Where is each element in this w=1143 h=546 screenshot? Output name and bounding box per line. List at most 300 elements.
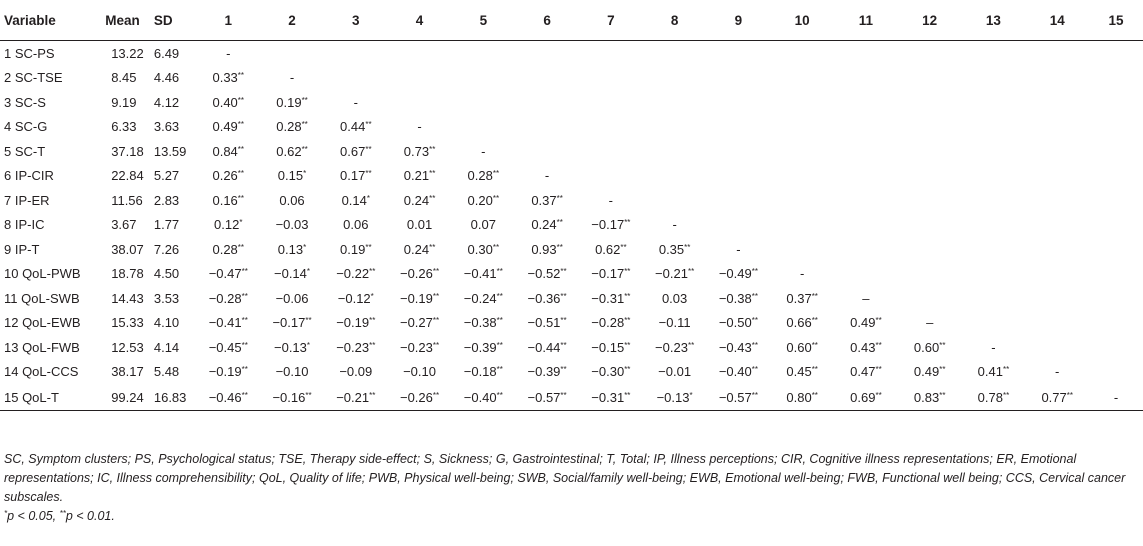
sd-cell: 4.10 xyxy=(153,315,180,331)
correlation-cell xyxy=(770,139,834,164)
correlation-cell xyxy=(643,41,707,66)
table-notes xyxy=(4,450,1134,526)
significance-marker: ** xyxy=(432,267,440,277)
correlation-cell xyxy=(707,115,771,140)
significance-marker: ** xyxy=(624,365,631,375)
correlation-cell xyxy=(898,90,962,115)
correlation-cell xyxy=(579,90,643,115)
correlation-cell xyxy=(1025,90,1089,115)
correlation-cell: 0.45** xyxy=(786,364,818,380)
correlation-cell xyxy=(451,41,515,66)
table-row xyxy=(0,188,1143,213)
mean-cell: 12.53 xyxy=(111,339,144,355)
significance-marker: * xyxy=(303,169,307,179)
correlation-cell: 0.66** xyxy=(786,315,818,331)
significance-marker: ** xyxy=(624,267,631,277)
correlation-cell xyxy=(1089,164,1143,189)
significance-marker: ** xyxy=(241,316,248,326)
correlation-cell xyxy=(1089,90,1143,115)
correlation-cell: −0.41** xyxy=(463,266,503,282)
correlation-cell: 0.83** xyxy=(898,384,962,411)
correlation-cell: 0.60** xyxy=(786,339,818,355)
correlation-cell: −0.17** xyxy=(272,315,312,331)
correlation-cell xyxy=(770,90,834,115)
correlation-cell: 0.13* xyxy=(277,241,307,257)
column-header: 13 xyxy=(962,0,1026,41)
correlation-cell xyxy=(451,115,515,140)
correlation-cell: −0.13* xyxy=(274,339,311,355)
correlation-cell: −0.38** xyxy=(463,315,503,331)
variable-cell: 10 QoL-PWB xyxy=(4,266,81,282)
mean-cell: 3.67 xyxy=(111,217,137,233)
correlation-cell xyxy=(515,139,579,164)
significance-marker: ** xyxy=(560,316,567,326)
significance-marker: ** xyxy=(365,242,372,252)
correlation-cell: 0.24** xyxy=(403,192,436,208)
significance-marker: ** xyxy=(237,242,245,252)
table-row xyxy=(0,41,1143,66)
correlation-cell xyxy=(834,139,898,164)
significance-marker: ** xyxy=(237,95,245,105)
correlation-cell xyxy=(1025,311,1089,336)
correlation-cell xyxy=(962,90,1026,115)
correlation-cell: −0.28** xyxy=(591,315,631,331)
correlation-cell: −0.36** xyxy=(527,290,567,306)
correlation-cell: −0.01 xyxy=(658,364,692,380)
significance-marker: ** xyxy=(496,390,503,400)
correlation-cell: −0.40** xyxy=(718,364,758,380)
column-header: 7 xyxy=(579,0,643,41)
variable-cell: 7 IP-ER xyxy=(4,192,50,208)
table-row xyxy=(0,90,1143,115)
table-row xyxy=(0,115,1143,140)
correlation-cell xyxy=(388,66,452,91)
column-header: 5 xyxy=(451,0,515,41)
significance-marker: ** xyxy=(301,95,308,105)
significance-marker: * xyxy=(306,340,311,350)
significance-marker: ** xyxy=(237,193,245,203)
correlation-cell xyxy=(1089,360,1143,385)
significance-marker: * xyxy=(306,267,311,277)
correlation-cell: 0.41** xyxy=(977,364,1010,380)
significance-marker: * xyxy=(366,193,370,203)
significance-marker: ** xyxy=(432,340,440,350)
correlation-cell xyxy=(1025,335,1089,360)
significance-marker: ** xyxy=(432,316,440,326)
correlation-cell: - xyxy=(672,217,677,233)
correlation-cell xyxy=(707,213,771,238)
correlation-cell: 0.17** xyxy=(340,168,372,184)
correlation-cell: −0.06 xyxy=(275,290,309,306)
correlation-cell: 0.28** xyxy=(276,119,308,135)
sd-cell: 4.46 xyxy=(153,70,180,86)
significance-marker: ** xyxy=(751,291,758,301)
significance-marker: ** xyxy=(751,340,758,350)
significance-marker: ** xyxy=(560,390,567,400)
correlation-cell xyxy=(451,66,515,91)
correlation-cell xyxy=(643,66,707,91)
significance-marker: ** xyxy=(496,340,503,350)
sd-cell: 4.50 xyxy=(153,266,180,282)
significance-note xyxy=(4,507,1134,526)
significance-marker: ** xyxy=(875,316,882,326)
significance-marker: ** xyxy=(560,267,567,277)
correlation-cell xyxy=(579,139,643,164)
correlation-cell: −0.24** xyxy=(463,290,503,306)
sd-cell: 13.59 xyxy=(153,143,187,159)
correlation-cell: 0.35** xyxy=(658,241,691,257)
correlation-cell xyxy=(515,41,579,66)
correlation-cell: −0.45** xyxy=(208,339,248,355)
table-row xyxy=(0,66,1143,91)
significance-marker: ** xyxy=(429,169,436,179)
significance-marker: ** xyxy=(496,316,503,326)
correlation-cell xyxy=(834,90,898,115)
significance-marker: ** xyxy=(811,316,818,326)
correlation-cell: 0.28** xyxy=(212,241,245,257)
sd-cell: 5.27 xyxy=(153,168,180,184)
correlation-cell: 0.47** xyxy=(850,364,882,380)
correlation-cell: – xyxy=(862,290,870,306)
correlation-cell xyxy=(1025,139,1089,164)
sig-text-one: p < 0.05, xyxy=(7,509,60,523)
mean-cell: 14.43 xyxy=(111,290,144,306)
correlation-cell: −0.21** xyxy=(324,384,388,411)
correlation-cell: 0.60** xyxy=(913,339,946,355)
correlation-cell: −0.22** xyxy=(336,266,376,282)
correlation-cell xyxy=(1025,164,1089,189)
correlation-cell: −0.17** xyxy=(591,266,631,282)
correlation-cell xyxy=(834,213,898,238)
correlation-cell xyxy=(834,188,898,213)
variable-cell: 6 IP-CIR xyxy=(4,168,54,184)
correlation-cell: – xyxy=(926,315,934,331)
correlation-cell: 0.49** xyxy=(212,119,245,135)
mean-cell: 13.22 xyxy=(111,45,144,61)
significance-marker: ** xyxy=(687,267,695,277)
column-header: Variable xyxy=(0,0,99,41)
correlation-cell: −0.23** xyxy=(336,339,376,355)
correlation-cell xyxy=(962,115,1026,140)
significance-marker: ** xyxy=(811,390,818,400)
correlation-cell xyxy=(834,66,898,91)
variable-cell: 14 QoL-CCS xyxy=(4,364,79,380)
significance-marker: ** xyxy=(811,291,818,301)
correlation-cell: 0.06 xyxy=(343,217,369,233)
correlation-cell xyxy=(643,115,707,140)
correlation-cell xyxy=(770,66,834,91)
correlation-cell: 0.24** xyxy=(531,217,563,233)
variable-cell: 1 SC-PS xyxy=(4,45,55,61)
correlation-cell xyxy=(770,41,834,66)
significance-marker: ** xyxy=(1002,390,1010,400)
column-header: Mean xyxy=(99,0,154,41)
correlation-cell: −0.26** xyxy=(388,384,452,411)
correlation-cell xyxy=(707,41,771,66)
correlation-cell: −0.47** xyxy=(208,266,248,282)
correlation-cell: −0.57** xyxy=(707,384,771,411)
correlation-cell xyxy=(898,139,962,164)
table-row xyxy=(0,311,1143,336)
correlation-cell xyxy=(1025,66,1089,91)
correlation-cell: 0.07 xyxy=(470,217,496,233)
mean-cell: 8.45 xyxy=(111,70,137,86)
correlation-cell xyxy=(770,164,834,189)
correlation-cell: −0.39** xyxy=(463,339,503,355)
correlation-cell xyxy=(770,213,834,238)
table-row xyxy=(0,262,1143,287)
correlation-cell xyxy=(962,139,1026,164)
significance-marker: ** xyxy=(811,365,818,375)
correlation-cell: −0.31** xyxy=(591,290,631,306)
significance-marker: * xyxy=(303,242,307,252)
correlation-cell xyxy=(579,41,643,66)
sd-cell: 2.83 xyxy=(153,192,180,208)
correlation-cell xyxy=(643,188,707,213)
correlation-cell: 0.15* xyxy=(277,168,307,184)
significance-marker: ** xyxy=(1002,365,1010,375)
correlation-cell: 0.14* xyxy=(341,192,370,208)
correlation-cell: −0.23** xyxy=(399,339,440,355)
variable-cell: 4 SC-G xyxy=(4,119,48,135)
significance-marker: ** xyxy=(560,340,567,350)
significance-marker: ** xyxy=(939,390,946,400)
correlation-cell: 0.77** xyxy=(1025,384,1089,411)
correlation-cell: 0.73** xyxy=(403,143,436,159)
correlation-cell: −0.19** xyxy=(336,315,376,331)
correlation-cell xyxy=(962,188,1026,213)
table-row xyxy=(0,213,1143,238)
correlation-cell xyxy=(643,139,707,164)
correlation-cell: −0.10 xyxy=(403,364,436,380)
mean-cell: 38.17 xyxy=(111,364,144,380)
significance-marker: * xyxy=(370,291,374,301)
table-row xyxy=(0,286,1143,311)
correlation-cell xyxy=(770,237,834,262)
correlation-cell: −0.16** xyxy=(260,384,324,411)
sd-cell: 3.63 xyxy=(153,119,180,135)
correlation-cell: −0.12* xyxy=(337,290,374,306)
significance-marker: ** xyxy=(875,340,882,350)
correlation-cell xyxy=(962,164,1026,189)
significance-marker: ** xyxy=(305,390,312,400)
correlation-cell xyxy=(579,66,643,91)
correlation-cell xyxy=(1025,213,1089,238)
significance-marker: ** xyxy=(237,169,245,179)
correlation-cell xyxy=(643,90,707,115)
correlation-cell xyxy=(1025,262,1089,287)
correlation-cell: −0.38** xyxy=(718,290,758,306)
table-body xyxy=(0,41,1143,411)
correlation-cell: −0.19** xyxy=(399,290,440,306)
significance-marker: ** xyxy=(687,340,695,350)
column-header: 14 xyxy=(1025,0,1089,41)
correlation-cell xyxy=(1089,213,1143,238)
significance-marker: ** xyxy=(751,316,758,326)
correlation-cell xyxy=(1089,188,1143,213)
correlation-cell: −0.46** xyxy=(196,384,260,411)
correlation-cell: −0.26** xyxy=(399,266,440,282)
correlation-cell xyxy=(1089,41,1143,66)
correlation-cell xyxy=(962,262,1026,287)
correlation-cell xyxy=(898,66,962,91)
correlation-cell xyxy=(962,41,1026,66)
correlation-cell xyxy=(707,139,771,164)
significance-marker: * xyxy=(239,218,243,228)
significance-marker: ** xyxy=(369,316,376,326)
correlation-cell xyxy=(898,213,962,238)
correlation-cell: 0.67** xyxy=(340,143,372,159)
column-header: 11 xyxy=(834,0,898,41)
correlation-cell: - xyxy=(608,192,614,208)
correlation-cell xyxy=(962,66,1026,91)
correlation-cell xyxy=(515,115,579,140)
correlation-cell xyxy=(898,286,962,311)
correlation-cell: −0.19** xyxy=(208,364,248,380)
correlation-cell: 0.69** xyxy=(834,384,898,411)
correlation-cell xyxy=(388,41,452,66)
correlation-cell: 0.40** xyxy=(212,94,245,110)
sd-cell: 1.77 xyxy=(153,217,180,233)
significance-marker: ** xyxy=(624,340,631,350)
significance-marker: ** xyxy=(624,316,631,326)
correlation-cell xyxy=(834,41,898,66)
correlation-cell xyxy=(1089,66,1143,91)
correlation-cell: - xyxy=(289,70,295,86)
significance-marker: ** xyxy=(429,242,436,252)
significance-marker: ** xyxy=(241,267,248,277)
correlation-cell xyxy=(707,188,771,213)
significance-marker: ** xyxy=(624,291,631,301)
significance-marker: ** xyxy=(429,144,436,154)
correlation-cell xyxy=(834,164,898,189)
correlation-cell: −0.57** xyxy=(515,384,579,411)
significance-marker: ** xyxy=(365,144,372,154)
significance-marker: ** xyxy=(556,193,563,203)
correlation-cell: −0.40** xyxy=(451,384,515,411)
significance-marker: ** xyxy=(811,340,818,350)
significance-marker: ** xyxy=(237,144,245,154)
mean-cell: 99.24 xyxy=(99,384,154,411)
column-header: 15 xyxy=(1089,0,1143,41)
correlation-cell xyxy=(962,213,1026,238)
significance-marker: ** xyxy=(432,291,440,301)
correlation-cell xyxy=(770,188,834,213)
correlation-cell xyxy=(1089,139,1143,164)
table-header xyxy=(0,0,1143,41)
correlation-cell xyxy=(1089,262,1143,287)
correlation-cell: 0.78** xyxy=(962,384,1026,411)
table-row xyxy=(0,335,1143,360)
correlation-cell: - xyxy=(481,143,486,159)
significance-marker: ** xyxy=(560,291,567,301)
significance-marker: ** xyxy=(301,144,308,154)
mean-cell: 38.07 xyxy=(111,241,144,257)
sig-star-two: ** xyxy=(59,509,66,518)
significance-marker: ** xyxy=(429,193,436,203)
mean-cell: 18.78 xyxy=(111,266,144,282)
correlation-cell: 0.06 xyxy=(279,192,305,208)
sd-cell: 3.53 xyxy=(153,290,180,306)
correlation-cell: −0.18** xyxy=(463,364,503,380)
variable-cell: 2 SC-TSE xyxy=(4,70,63,86)
variable-cell: 11 QoL-SWB xyxy=(4,290,80,306)
sig-star-one: * xyxy=(4,509,8,518)
correlation-cell: 0.93** xyxy=(531,241,563,257)
correlation-cell xyxy=(1025,41,1089,66)
table-row xyxy=(0,384,1143,411)
significance-marker: ** xyxy=(496,291,503,301)
correlation-cell xyxy=(579,164,643,189)
correlation-cell xyxy=(1089,237,1143,262)
variable-cell: 8 IP-IC xyxy=(4,217,45,233)
correlation-cell xyxy=(898,115,962,140)
significance-marker: ** xyxy=(496,267,503,277)
correlation-cell xyxy=(324,66,388,91)
correlation-cell xyxy=(1025,286,1089,311)
table-row xyxy=(0,237,1143,262)
significance-marker: ** xyxy=(751,365,758,375)
column-header: 2 xyxy=(260,0,324,41)
correlation-cell xyxy=(388,90,452,115)
correlation-cell: 0.20** xyxy=(467,192,500,208)
correlation-cell: −0.21** xyxy=(655,266,695,282)
correlation-cell: −0.09 xyxy=(339,364,373,380)
mean-cell: 37.18 xyxy=(111,143,144,159)
correlation-cell: - xyxy=(544,168,550,184)
correlation-cell xyxy=(707,66,771,91)
correlation-cell: −0.30** xyxy=(591,364,631,380)
significance-marker: ** xyxy=(365,120,372,130)
correlation-cell: - xyxy=(226,45,231,61)
correlation-cell xyxy=(898,41,962,66)
correlation-cell: 0.62** xyxy=(276,143,308,159)
correlation-cell xyxy=(643,164,707,189)
mean-cell: 11.56 xyxy=(111,192,143,208)
correlation-cell xyxy=(770,115,834,140)
correlation-cell xyxy=(1025,188,1089,213)
significance-marker: ** xyxy=(1066,390,1073,400)
correlation-cell: 0.19** xyxy=(276,94,308,110)
significance-marker: ** xyxy=(365,169,372,179)
correlation-cell xyxy=(1025,237,1089,262)
correlation-cell: 0.01 xyxy=(406,217,433,233)
correlation-cell: −0.31** xyxy=(579,384,643,411)
column-header: 3 xyxy=(324,0,388,41)
correlation-cell xyxy=(1089,335,1143,360)
table-row xyxy=(0,164,1143,189)
correlation-cell xyxy=(962,311,1026,336)
correlation-cell: - xyxy=(1089,384,1143,411)
correlation-cell: 0.44** xyxy=(340,119,372,135)
significance-marker: ** xyxy=(301,120,308,130)
correlation-cell: 0.03 xyxy=(661,290,688,306)
correlation-cell xyxy=(1089,286,1143,311)
correlation-cell xyxy=(898,262,962,287)
correlation-cell xyxy=(962,237,1026,262)
sd-cell: 4.14 xyxy=(153,339,180,355)
significance-marker: ** xyxy=(369,340,376,350)
significance-marker: ** xyxy=(492,193,500,203)
sd-cell: 5.48 xyxy=(153,364,180,380)
mean-cell: 6.33 xyxy=(111,119,137,135)
column-header: 9 xyxy=(707,0,771,41)
correlation-cell xyxy=(515,66,579,91)
correlation-cell xyxy=(834,237,898,262)
significance-marker: ** xyxy=(241,291,248,301)
significance-marker: ** xyxy=(751,390,758,400)
correlation-cell: - xyxy=(1055,364,1060,380)
